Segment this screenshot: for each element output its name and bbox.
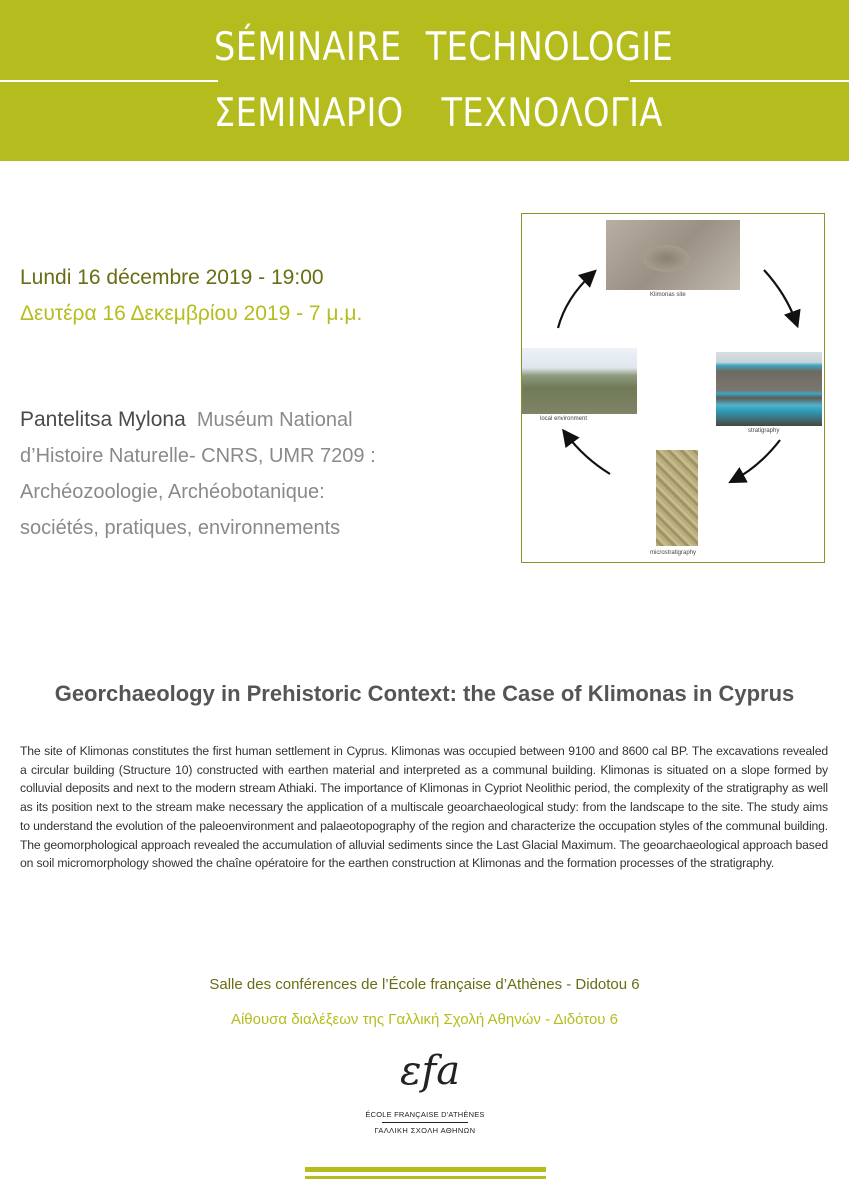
header-banner <box>0 0 849 161</box>
header-rule-right <box>630 80 849 82</box>
speaker-affiliation: Muséum National d’Histoire Naturelle- CNRS, UMR 7209 : Archéozoologie, Archéobotanique: sociétés, pratiques, environnements <box>20 409 376 539</box>
research-cycle-figure <box>521 213 825 563</box>
header-word: ΤΕΧΝΟΛΟΓΙΑ <box>441 91 663 136</box>
caption-stratigraphy: stratigraphy <box>748 428 780 434</box>
arrow-top-right <box>764 270 796 322</box>
arrow-up-left <box>558 274 592 328</box>
speaker-block <box>20 402 400 546</box>
seminar-title: Georchaeology in Prehistoric Context: the Case of Klimonas in Cyprus <box>54 681 795 706</box>
header-title-gr <box>214 91 663 136</box>
efa-logo-mark: εfa <box>400 1048 461 1094</box>
efa-logo <box>360 1048 490 1148</box>
caption-microstratigraphy: microstratigraphy <box>650 550 697 556</box>
speaker-name: Pantelitsa Mylona <box>20 408 186 431</box>
caption-klimonas-site: Klimonas site <box>650 292 686 298</box>
date-greek: Δευτέρα 16 Δεκεμβρίου 2019 - 7 μ.μ. <box>20 302 363 325</box>
header-word: SÉMINAIRE <box>214 25 402 70</box>
efa-logo-name-fr: ÉCOLE FRANÇAISE D'ATHÈNES <box>365 1110 485 1119</box>
venue-french: Salle des conférences de l’École française d’Athènes - Didotou 6 <box>209 976 640 993</box>
efa-logo-divider <box>382 1122 468 1123</box>
header-word: TECHNOLOGIE <box>425 25 674 70</box>
cycle-arrows <box>522 214 824 562</box>
footer-rule-thin <box>305 1176 546 1179</box>
arrow-bottom-left <box>566 434 610 474</box>
header-rule-left <box>0 80 218 82</box>
arrow-bottom-right <box>734 440 780 480</box>
footer-rule-thick <box>305 1167 546 1172</box>
venue-greek: Αίθουσα διαλέξεων της Γαλλική Σχολή Αθηνών - Διδότου 6 <box>230 1011 619 1028</box>
header-word: ΣΕΜΙΝΑΡΙΟ <box>214 91 404 136</box>
header-title-fr <box>214 25 674 70</box>
caption-local-environment: local environment <box>540 416 588 422</box>
date-french: Lundi 16 décembre 2019 - 19:00 <box>20 266 324 289</box>
abstract-text: The site of Klimonas constitutes the first human settlement in Cyprus. Klimonas was occupied between 9100 and 8600 cal BP. The excavations revealed a circular building (Structure 10) constructed with earthen material and interpreted as a communal building. Klimonas is situated on a slope formed by colluvial deposits and next to the modern stream Athiaki. The importance of Klimonas in Cypriot Neolithic period, the complexity of the stratigraphy as well as its position next to the stream make necessary the application of a multiscale geoarchaeological study: from the landscape to the site. The study aims to understand the evolution of the paleoenvironment and palaeotopography of the region and characterize the occupation styles of the communal building. The geomorphological approach revealed the accumulation of alluvial sediments since the Last Glacial Maximum. The geoarchaeological approach based on soil micromorphology showed the chaîne opératoire for the earthen construction at Klimonas and the formation processes of the stratigraphy. <box>20 744 828 871</box>
efa-logo-name-gr: ΓΑΛΛΙΚΗ ΣΧΟΛΗ ΑΘΗΝΩΝ <box>374 1126 476 1135</box>
